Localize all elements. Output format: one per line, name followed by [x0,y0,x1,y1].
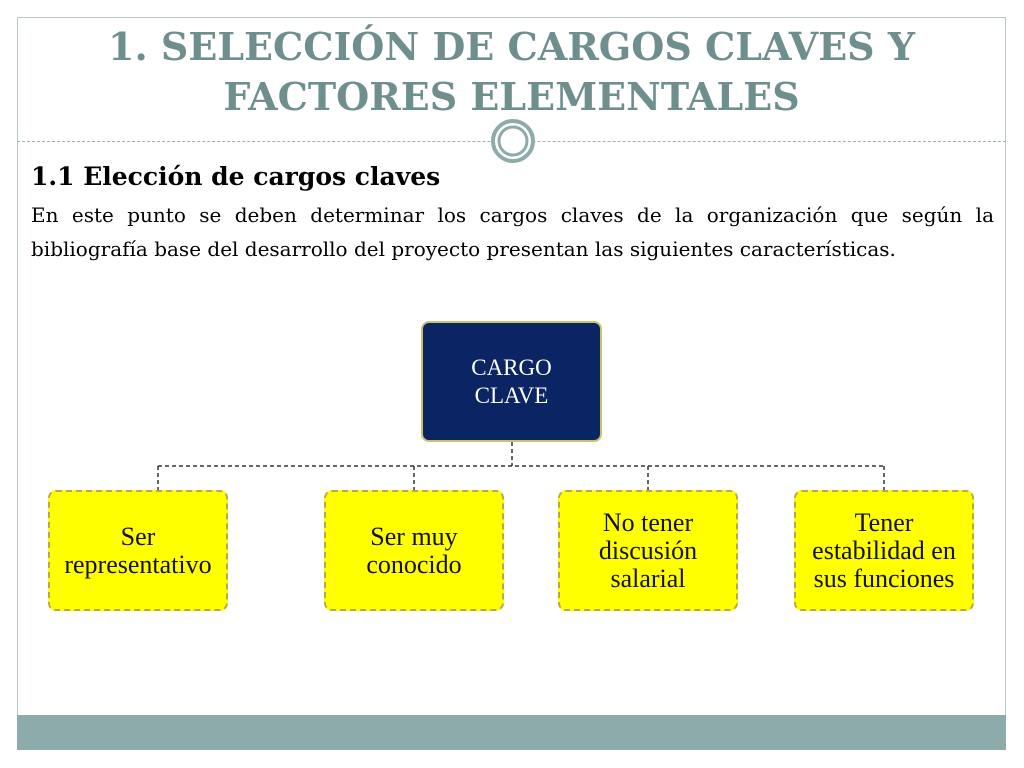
child-node-ser-representativo [48,490,228,611]
root-line-2: CLAVE [474,382,549,408]
root-node-cargo-clave [421,321,602,442]
section-paragraph: En este punto se deben determinar los cargos claves de la organización que según la bibliografía base del desarrollo del proyecto presentan las siguientes características. [31,203,994,261]
title-line-1: 1. SELECCIÓN DE CARGOS CLAVES Y [108,24,915,69]
child-node-tener-estabilidad [794,490,974,611]
title-line-2: FACTORES ELEMENTALES [223,74,800,119]
child-node-ser-muy-conocido [324,490,504,611]
root-line-1: CARGO [471,354,552,380]
child-label: Tener estabilidad en sus funciones [812,507,956,593]
child-label: Ser representativo [64,521,212,579]
child-label: Ser muy conocido [366,521,462,579]
child-node-no-tener-discusion-salarial [558,490,738,611]
child-label: No tener discusión salarial [598,507,698,593]
footer-bar [17,715,1006,750]
section-heading: 1.1 Elección de cargos claves [31,162,441,191]
